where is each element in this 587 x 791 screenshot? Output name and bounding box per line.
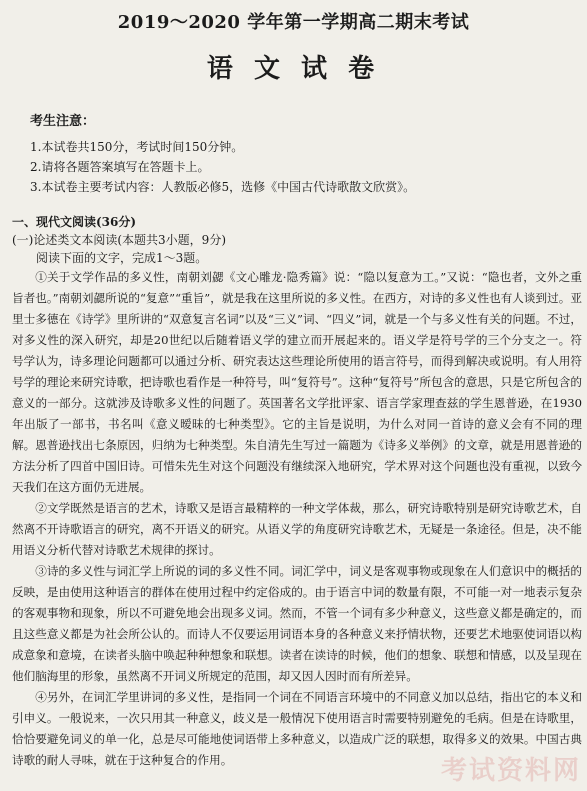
notice-item: 2.请将各题答案填写在答题卡上。 — [30, 160, 210, 174]
reading-section — [12, 213, 582, 771]
section-heading: 一、现代文阅读(36分) — [12, 215, 137, 229]
reading-instruction: 阅读下面的文字，完成1～3题。 — [36, 251, 208, 265]
exam-subtitle: 语 文 试 卷 — [206, 54, 381, 84]
notice-item: 3.本试卷主要考试内容：人教版必修5，选修《中国古代诗歌散文欣赏》。 — [30, 180, 416, 194]
notice-heading: 考生注意： — [30, 114, 96, 129]
passage-paragraph: ①关于文学作品的多义性，南朝刘勰《文心雕龙·隐秀篇》说：“隐以复意为工。”又说：“隐也者，文外之重旨者也。”南朝刘勰所说的“复意”“重旨”，就是我在这里所说的多义性。在西方，对诗的多义性也有人谈到过。亚里士多德在《诗学》里所讲的“双意复言名词”以及“三义”词、“四义”词，就是一个与多义性有关的问题。不过，对多义性的深入研究，却是20世纪以后随着语义学的建立而开展起来的。语义学是符号学的三个分支之一。符号学认为，诗多理论问题都可以通过分析、研究表达这些理论所使用的语言符号，而得到解决或说明。有人用符号学的理论来研究诗歌，把诗歌也看作是一种符号，叫“复符号”。这种“复符号”所包含的意思，只是它所包含的意义的一部分。这就涉及诗歌多义性的问题了。英国著名文学批评家、语言学家理查兹的学生恩普逊，在1930年出版了一部书，书名叫《意义暧昧的七种类型》。它的主旨是说明，为什么对同一首诗的意义会有不同的理解。恩普逊找出七条原因，归纳为七种类型。朱自清先生写过一篇题为《诗多义举例》的文章，就是用恩普逊的方法分析了四首中国旧诗。可惜朱先生对这个问题没有继续深入地研究，学术界对这个问题也没有重视，以致今天我们在这方面仍无进展。 — [12, 270, 582, 494]
subsection-heading: (一)论述类文本阅读(本题共3小题，9分) — [12, 233, 226, 247]
candidate-notice — [30, 110, 570, 197]
exam-title: 2019～2020 学年第一学期高二期末考试 — [117, 12, 470, 33]
passage-paragraph: ④另外，在词汇学里讲词的多义性，是指同一个词在不同语言环境中的不同意义加以总结，指出它的本义和引申义。一般说来，一次只用其一种意义，歧义是一般情况下使用语言时需要特别避免的毛病。但是在诗歌里，恰恰要避免词义的单一化，总是尽可能地使词语带上多种意义，以造成广泛的联想，取得多义的效果。中国古典诗歌的耐人寻味，就在于这种复合的作用。 — [12, 690, 582, 767]
passage-paragraph: ②文学既然是语言的艺术，诗歌又是语言最精粹的一种文学体裁，那么，研究诗歌特别是研究诗歌艺术，自然离不开诗歌语言的研究，离不开语义的研究。从语义学的角度研究诗歌艺术，无疑是一条途径。但是，决不能用语义分析代替对诗歌艺术规律的探讨。 — [12, 501, 582, 557]
notice-item: 1.本试卷共150分，考试时间150分钟。 — [30, 140, 244, 154]
passage-paragraph: ③诗的多义性与词汇学上所说的词的多义性不同。词汇学中，词义是客观事物或现象在人们意识中的概括的反映，是由使用这种语言的群体在使用过程中约定俗成的。由于语言中词的数量有限，不可能一对一地表示复杂的客观事物和现象，所以不可避免地会出现多义词。然而，不管一个词有多少种意义，这些意义都是确定的，而且这些意义都是为社会所公认的。而诗人不仅要运用词语本身的各种意义来抒情状物，还要艺术地驱使词语以构成意象和意境，在读者头脑中唤起种种想象和联想。读者在读诗的时候，他们的想象、联想和情感，以及呈现在他们脑海里的形象，虽然离不开词义所规定的范围，却又因人因时而有所差异。 — [12, 564, 582, 683]
watermark: 考试资料网 — [440, 756, 581, 786]
